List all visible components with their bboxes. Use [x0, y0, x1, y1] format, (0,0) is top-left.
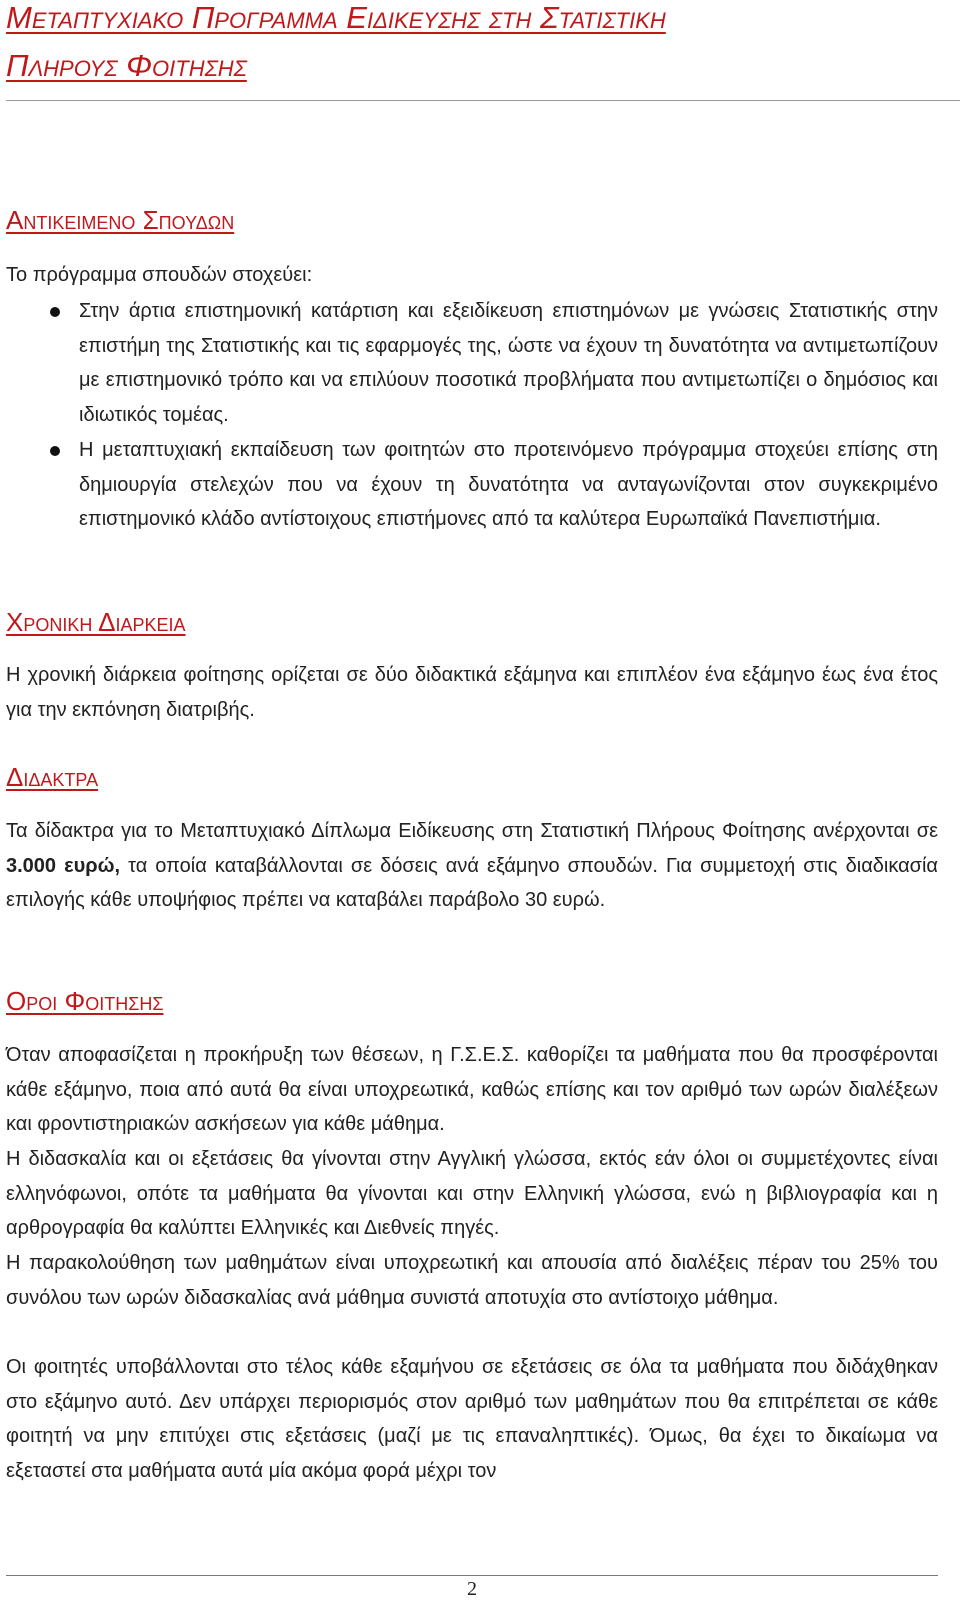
terms-paragraph-3: Η παρακολούθηση των μαθημάτων είναι υποχρεωτική και απουσία από διαλέξεις πέραν του 25% του συνόλου των ωρών διδασκαλίας ανά μάθημα συνιστά αποτυχία στο αντίστοιχο μάθημα.	[6, 1252, 938, 1309]
document-title-line-1: Μεταπτυχιακο Προγραμμα Ειδικευσης στη Στατιστικη	[6, 0, 666, 35]
terms-paragraph-4: Οι φοιτητές υποβάλλονται στο τέλος κάθε εξαμήνου σε εξετάσεις σε όλα τα μαθήματα που διδάχθηκαν στο εξάμηνο αυτό. Δεν υπάρχει περιορισμός στον αριθμό των μαθημάτων που θα επιτρέπεται σε κάθε φοιτητή να μην επιτύχει στις εξετάσεις (μαζί με τις επαναληπτικές). Όμως, θα έχει το δικαίωμα να εξεταστεί στα μαθήματα αυτά μία ακόμα φορά μέχρι τον	[6, 1356, 938, 1482]
footer-divider	[6, 1575, 938, 1576]
objective-bullet-1: Στην άρτια επιστημονική κατάρτιση και εξειδίκευση επιστημόνων με γνώσεις Στατιστικής στην επιστήμη της Στατιστικής και τις εφαρμογές της, ώστε να έχουν τη δυνατότητα να αντιμετωπίζουν με επιστημονικό τρόπο και να επιλύουν ποσοτικά προβλήματα που αντιμετωπίζει ο δημόσιος και ιδιωτικός τομέας.	[79, 300, 938, 426]
objective-bullet-2: Η μεταπτυχιακή εκπαίδευση των φοιτητών στο προτεινόμενο πρόγραμμα στοχεύει επίσης στη δημιουργία στελεχών που να έχουν τη δυνατότητα να ανταγωνίζονται στον συγκεκριμένο επιστημονικό κλάδο αντίστοιχους επιστήμονες από τα καλύτερα Ευρωπαϊκά Πανεπιστήμια.	[79, 439, 938, 530]
terms-paragraph-1: Όταν αποφασίζεται η προκήρυξη των θέσεων, η Γ.Σ.Ε.Σ. καθορίζει τα μαθήματα που θα προσφέρονται κάθε εξάμηνο, ποια από αυτά θα είναι υποχρεωτικά, καθώς επίσης και τον αριθμό των ωρών διαλέξεων και φροντιστηριακών ασκήσεων για κάθε μάθημα.	[6, 1044, 938, 1135]
bullet-icon	[50, 307, 60, 317]
section-heading-fees: Διδακτρα	[6, 762, 99, 792]
fees-text	[6, 814, 938, 918]
fees-text-after: τα οποία καταβάλλονται σε δόσεις ανά εξάμηνο σπουδών. Για συμμετοχή στις διαδικασία επιλογής κάθε υποψήφιος πρέπει να καταβάλει παράβολο 30 ευρώ.	[6, 854, 938, 911]
section-heading-objective: Αντικειμενο Σπουδων	[6, 205, 235, 235]
duration-text: Η χρονική διάρκεια φοίτησης ορίζεται σε δύο διδακτικά εξάμηνα και επιπλέον ένα εξάμηνο έως ένα έτος για την εκπόνηση διατριβής.	[6, 664, 938, 721]
section-heading-duration: Χρονικη Διαρκεια	[6, 607, 186, 637]
title-divider	[6, 100, 960, 101]
bullet-icon	[50, 446, 60, 456]
objective-intro: Το πρόγραμμα σπουδών στοχεύει:	[6, 264, 313, 286]
fees-text-before: Τα δίδακτρα για το Μεταπτυχιακό Δίπλωμα Ειδίκευσης στη Στατιστική Πλήρους Φοίτησης ανέρχονται σε	[6, 820, 938, 842]
terms-paragraph-2: Η διδασκαλία και οι εξετάσεις θα γίνονται στην Αγγλική γλώσσα, εκτός εάν όλοι οι συμμετέχοντες είναι ελληνόφωνοι, οπότε τα μαθήματα θα γίνονται και στην Ελληνική γλώσσα, ενώ η βιβλιογραφία και η αρθρογραφία θα καλύπτει Ελληνικές και Διεθνείς πηγές.	[6, 1148, 938, 1239]
document-title-line-2: Πληρους Φοιτησης	[6, 48, 247, 83]
page-number: 2	[467, 1578, 477, 1600]
section-heading-terms: Οροι Φοιτησης	[6, 986, 164, 1016]
fees-amount: 3.000 ευρώ,	[6, 854, 121, 877]
